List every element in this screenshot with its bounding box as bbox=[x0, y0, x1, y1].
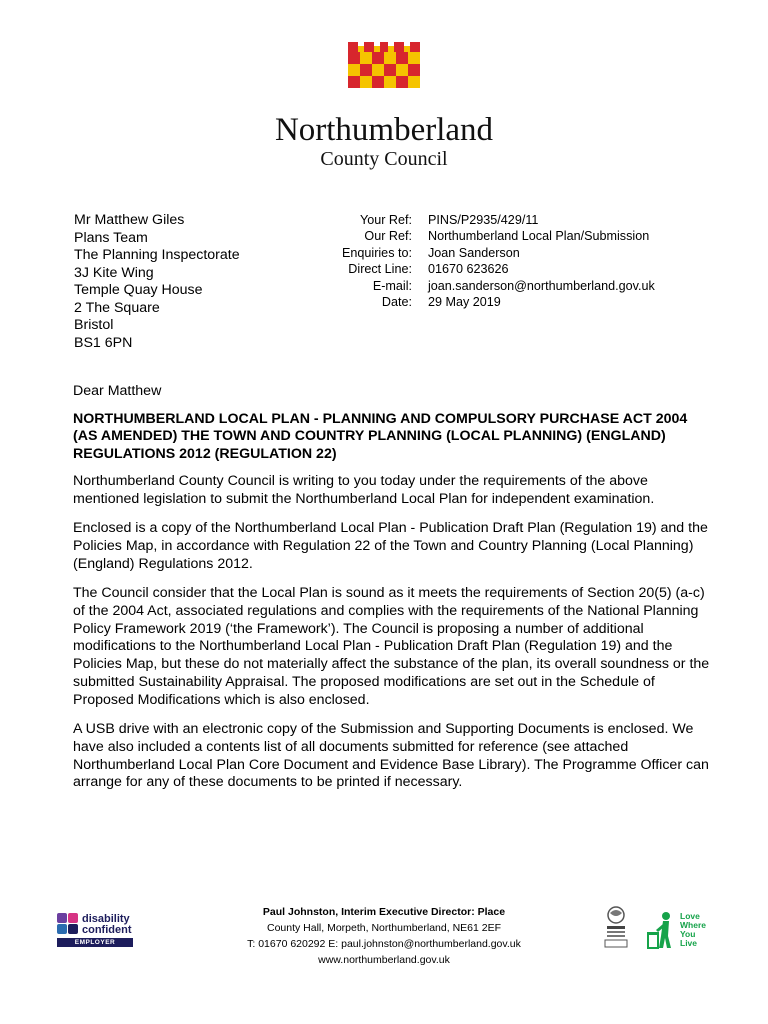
disability-text: disability bbox=[82, 913, 130, 925]
footer-website: www.northumberland.gov.uk bbox=[318, 954, 450, 966]
lwyl-line: Love bbox=[680, 911, 700, 921]
ref-row-your-ref bbox=[300, 212, 655, 228]
love-where-you-live-badge bbox=[646, 910, 712, 952]
paragraph: A USB drive with an electronic copy of the Submission and Supporting Documents is enclosed. We have also included a contents list of all documents submitted for reference (see attached Northumberland Local Plan Core Document and Evidence Base Library). The Programme Officer can arrange for any of these documents to be printed if necessary. bbox=[73, 721, 709, 791]
council-logo bbox=[224, 30, 544, 170]
footer-signatory: Paul Johnston, Interim Executive Director: Place bbox=[262, 906, 506, 918]
address-line: Temple Quay House bbox=[74, 282, 203, 298]
ref-label: E-mail: bbox=[372, 278, 412, 293]
letter-subject: NORTHUMBERLAND LOCAL PLAN - PLANNING AND COMPULSORY PURCHASE ACT 2004 (AS AMENDED) THE TOWN AND COUNTRY PLANNING (LOCAL PLANNING) (ENGLAND) REGULATIONS 2012 (REGULATION 22) bbox=[73, 410, 688, 463]
paragraph: Northumberland County Council is writing to you today under the requirements of the above mentioned legislation to submit the Northumberland Local Plan for independent examination. bbox=[73, 472, 655, 507]
footer-address: County Hall, Morpeth, Northumberland, NE61 2EF bbox=[266, 922, 502, 934]
lwyl-line: Where bbox=[680, 920, 706, 930]
address-line: 2 The Square bbox=[74, 299, 160, 316]
paragraph: The Council consider that the Local Plan is sound as it meets the requirements of Section 20(5) (a-c) of the 2004 Act, associated regulations and complies with the requirements of the National Planning Policy Framework 2019 (‘the Framework’). The Council is proposing a number of additional modifications to the Northumberland Local Plan - Publication Draft Plan (Regulation 19) and the Policies Map, but these do not materially affect the substance of the plan, its overall soundness or the submitted Sustainability Appraisal. The proposed modifications are set out in the Schedule of Proposed Modifications which is also enclosed. bbox=[73, 585, 710, 708]
ref-value: 01670 623626 bbox=[428, 262, 509, 277]
seal-icon bbox=[603, 905, 629, 949]
employer-text: EMPLOYER bbox=[57, 938, 133, 947]
ref-label: Our Ref: bbox=[364, 229, 412, 244]
salutation: Dear Matthew bbox=[73, 383, 162, 399]
ref-value: 29 May 2019 bbox=[428, 295, 501, 310]
ref-label: Your Ref: bbox=[359, 213, 412, 227]
disability-confident-badge bbox=[57, 913, 133, 949]
address-line: Plans Team bbox=[74, 229, 148, 246]
litter-bin-person-icon bbox=[646, 910, 678, 950]
council-subtitle: County Council bbox=[320, 148, 448, 170]
council-crest-icon bbox=[348, 42, 420, 88]
confident-text: confident bbox=[82, 924, 132, 936]
ref-value: joan.sanderson@northumberland.gov.uk bbox=[428, 278, 655, 293]
ref-row-enquiries bbox=[300, 245, 655, 261]
address-line: Mr Matthew Giles bbox=[74, 212, 185, 228]
ref-row-date bbox=[300, 294, 655, 310]
ref-label: Date: bbox=[381, 295, 412, 310]
ref-row-our-ref bbox=[300, 228, 655, 244]
ref-label: Enquiries to: bbox=[341, 245, 412, 260]
love-where-you-live-text bbox=[680, 912, 706, 948]
ref-value: Northumberland Local Plan/Submission bbox=[428, 229, 650, 244]
letter-body bbox=[73, 383, 713, 804]
address-line: Bristol bbox=[74, 317, 114, 333]
footer-contact: T: 01670 620292 E: paul.johnston@northumberland.gov.uk bbox=[247, 938, 521, 950]
ref-label: Direct Line: bbox=[348, 262, 412, 277]
address-line: BS1 6PN bbox=[74, 334, 133, 351]
address-line: 3J Kite Wing bbox=[74, 264, 154, 281]
address-line: The Planning Inspectorate bbox=[74, 247, 240, 263]
ref-row-email bbox=[300, 278, 655, 294]
ref-value: Joan Sanderson bbox=[428, 245, 520, 260]
paragraph: Enclosed is a copy of the Northumberland Local Plan - Publication Draft Plan (Regulation 19) and the Policies Map, in accordance with Regulation 22 of the Town and Country Planning (Local Planning) (England) Regulations 2012. bbox=[73, 520, 708, 572]
ref-value: PINS/P2935/429/11 bbox=[428, 213, 539, 227]
footer bbox=[200, 904, 568, 968]
lwyl-line: You bbox=[680, 929, 696, 939]
council-name: Northumberland bbox=[274, 112, 494, 148]
disability-confident-icon bbox=[57, 913, 79, 935]
recipient-address bbox=[74, 212, 240, 352]
reference-block bbox=[300, 212, 655, 310]
lwyl-line: Live bbox=[680, 938, 698, 948]
ref-row-direct-line bbox=[300, 261, 655, 277]
